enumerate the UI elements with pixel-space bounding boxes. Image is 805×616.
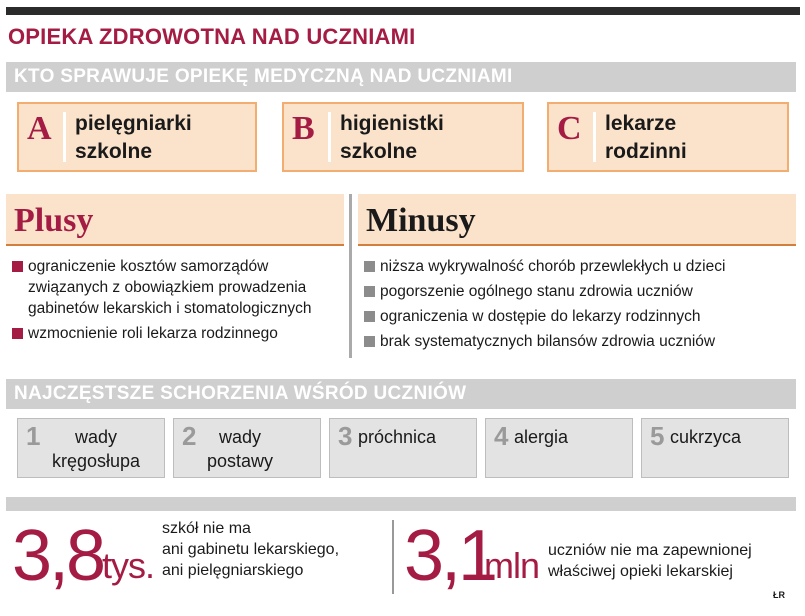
plusy-underline bbox=[6, 244, 344, 246]
bullet-square-icon bbox=[364, 336, 375, 347]
care-item-line1: lekarze bbox=[605, 112, 677, 135]
list-item bbox=[6, 323, 344, 344]
care-item-a bbox=[17, 102, 257, 172]
disease-item-5 bbox=[641, 418, 789, 478]
divider bbox=[63, 112, 66, 162]
top-rule bbox=[6, 7, 800, 15]
plusy-list bbox=[6, 256, 344, 344]
list-item-text: ograniczenia w dostępie do lekarzy rodzinnych bbox=[380, 308, 701, 325]
disease-line1: alergia bbox=[514, 427, 569, 447]
minusy-underline bbox=[358, 244, 796, 246]
plusy-title: Plusy bbox=[6, 194, 344, 244]
disease-label bbox=[358, 425, 436, 449]
stat-unit: tys. bbox=[102, 545, 155, 586]
care-item-letter: B bbox=[292, 110, 315, 147]
divider bbox=[328, 112, 331, 162]
care-item-label bbox=[75, 110, 255, 166]
list-item bbox=[6, 256, 344, 319]
diseases-section-header: NAJCZĘSTSZE SCHORZENIA WŚRÓD UCZNIÓW bbox=[6, 379, 796, 409]
care-item-letter: A bbox=[27, 110, 52, 147]
care-item-line2: szkolne bbox=[75, 140, 153, 163]
stat-value: 3,1 bbox=[404, 516, 496, 596]
disease-label bbox=[514, 425, 568, 449]
disease-line1: wady bbox=[218, 427, 262, 447]
stat-value: 3,8 bbox=[12, 516, 104, 596]
divider bbox=[593, 112, 596, 162]
column-divider bbox=[349, 194, 352, 358]
stat-desc-line: ani gabinetu lekarskiego, bbox=[162, 541, 340, 558]
disease-label bbox=[200, 425, 280, 473]
bullet-square-icon bbox=[364, 286, 375, 297]
care-item-line2: szkolne bbox=[340, 140, 418, 163]
list-item-text: wzmocnienie roli lekarza rodzinnego bbox=[28, 325, 278, 342]
plusy-column bbox=[6, 194, 344, 348]
stat-desc-line: szkół nie ma bbox=[162, 520, 251, 537]
bottom-band bbox=[6, 497, 796, 511]
care-item-line2: rodzinni bbox=[605, 140, 687, 163]
care-item-label bbox=[605, 110, 785, 166]
list-item-text: ograniczenie kosztów samorządów związanych z obowiązkiem prowadzenia gabinetów lekarskich i stomatologicznych bbox=[28, 258, 312, 317]
disease-line2: postawy bbox=[206, 451, 274, 471]
disease-label bbox=[670, 425, 741, 449]
care-item-b bbox=[282, 102, 524, 172]
care-item-letter: C bbox=[557, 110, 582, 147]
stat-description bbox=[548, 540, 752, 582]
list-item bbox=[358, 331, 796, 352]
disease-line2: kręgosłupa bbox=[51, 451, 141, 471]
stat-desc-line: właściwej opieki lekarskiej bbox=[548, 563, 733, 580]
care-item-c bbox=[547, 102, 789, 172]
disease-number: 4 bbox=[494, 421, 509, 451]
list-item-text: pogorszenie ogólnego stanu zdrowia uczniów bbox=[380, 283, 693, 300]
care-item-line1: pielęgniarki bbox=[75, 112, 192, 135]
disease-item-1 bbox=[17, 418, 165, 478]
care-item-line1: higienistki bbox=[340, 112, 444, 135]
stat-description bbox=[162, 518, 339, 581]
care-item-label bbox=[340, 110, 520, 166]
disease-line1: próchnica bbox=[358, 427, 437, 447]
disease-number: 1 bbox=[26, 421, 41, 451]
disease-item-4 bbox=[485, 418, 633, 478]
list-item-text: brak systematycznych bilansów zdrowia uczniów bbox=[380, 333, 716, 350]
list-item bbox=[358, 281, 796, 302]
bullet-square-icon bbox=[364, 261, 375, 272]
author-credit: ŁR bbox=[773, 590, 785, 600]
disease-line1: wady bbox=[74, 427, 118, 447]
stat-desc-line: ani pielęgniarskiego bbox=[162, 562, 304, 579]
disease-item-3 bbox=[329, 418, 477, 478]
disease-number: 3 bbox=[338, 421, 353, 451]
list-item bbox=[358, 306, 796, 327]
stats-divider bbox=[392, 520, 394, 594]
bullet-square-icon bbox=[12, 261, 23, 272]
list-item bbox=[358, 256, 796, 277]
bullet-square-icon bbox=[364, 311, 375, 322]
disease-number: 2 bbox=[182, 421, 197, 451]
disease-label bbox=[46, 425, 146, 473]
minusy-column bbox=[358, 194, 796, 356]
minusy-list bbox=[358, 256, 796, 352]
disease-item-2 bbox=[173, 418, 321, 478]
list-item-text: niższa wykrywalność chorób przewlekłych u dzieci bbox=[380, 258, 726, 275]
bullet-square-icon bbox=[12, 328, 23, 339]
page-title: OPIEKA ZDROWOTNA NAD UCZNIAMI bbox=[8, 24, 416, 49]
disease-line1: cukrzyca bbox=[670, 427, 742, 447]
minusy-title: Minusy bbox=[358, 194, 796, 244]
stat-unit: mln bbox=[484, 545, 540, 586]
care-section-header: KTO SPRAWUJE OPIEKĘ MEDYCZNĄ NAD UCZNIAMI bbox=[6, 62, 796, 92]
disease-number: 5 bbox=[650, 421, 665, 451]
stat-desc-line: uczniów nie ma zapewnionej bbox=[548, 542, 752, 559]
